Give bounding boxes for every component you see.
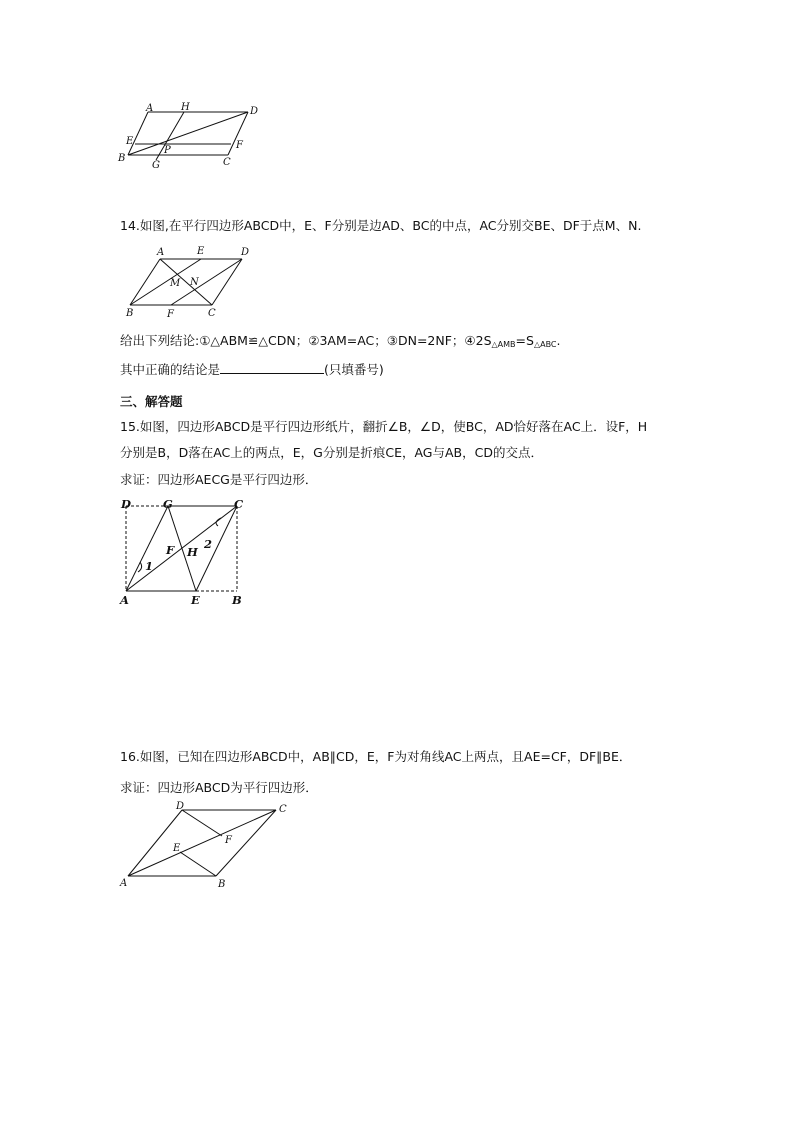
label-f: F xyxy=(166,543,175,557)
label-b: B xyxy=(218,879,226,890)
figure-parallelogram-mn xyxy=(120,242,255,320)
figure-parallelogram-hp xyxy=(118,102,258,172)
label-a: A xyxy=(157,247,165,258)
label-c: C xyxy=(223,157,231,168)
label-d: D xyxy=(176,801,185,812)
label-a: A xyxy=(120,593,129,607)
answer-suffix: (只填番号) xyxy=(324,362,384,377)
question-16-line-2: 求证：四边形ABCD为平行四边形． xyxy=(120,780,318,795)
label-e: E xyxy=(126,136,134,147)
question-16-line-1: 16.如图，已知在四边形ABCD中，AB∥CD，E，F为对角线AC上两点，且AE=CF，DF∥BE． xyxy=(120,749,632,764)
label-f: F xyxy=(236,140,243,151)
label-a: A xyxy=(146,103,154,114)
label-b: B xyxy=(126,308,134,319)
answer-prefix: 其中正确的结论是 xyxy=(120,362,221,377)
label-d: D xyxy=(241,247,250,258)
label-f: F xyxy=(167,309,174,320)
label-f: F xyxy=(225,835,232,846)
question-14-answer-line xyxy=(120,362,384,378)
period: . xyxy=(556,333,561,348)
conclusions-text: 给出下列结论:①△ABM≌△CDN；②3AM=AC；③DN=2NF；④2S xyxy=(120,333,492,348)
subscript-abc: △ABC xyxy=(533,340,557,349)
label-b: B xyxy=(232,593,242,607)
label-c: C xyxy=(208,308,216,319)
label-g: G xyxy=(152,160,160,171)
label-2: 2 xyxy=(204,537,213,551)
label-h: H xyxy=(181,102,190,113)
label-p: P xyxy=(164,145,171,156)
equals-s: =S xyxy=(515,333,534,348)
figure-folded-rectangle xyxy=(118,496,258,611)
question-14-text: 14.如图,在平行四边形ABCD中，E、F分别是边AD、BC的中点，AC分别交BE、DF于点M、N. xyxy=(120,218,642,233)
label-d: D xyxy=(121,497,131,511)
figure-quadrilateral xyxy=(118,798,298,893)
question-15-line-2: 分别是B，D落在AC上的两点，E，G分别是折痕CE，AG与AB，CD的交点． xyxy=(120,445,543,460)
label-d: D xyxy=(250,106,259,117)
label-e: E xyxy=(191,593,200,607)
label-c: C xyxy=(279,804,287,815)
question-15-line-3: 求证：四边形AECG是平行四边形． xyxy=(120,472,318,487)
label-1: 1 xyxy=(145,559,154,573)
label-b: B xyxy=(118,153,126,164)
label-e: E xyxy=(197,246,205,257)
label-h: H xyxy=(187,545,198,559)
label-a: A xyxy=(120,878,128,889)
subscript-amb: △AMB xyxy=(491,340,516,349)
section-title: 三、解答题 xyxy=(120,394,183,409)
label-e: E xyxy=(173,843,181,854)
label-m: M xyxy=(170,278,181,289)
label-n: N xyxy=(190,277,199,288)
label-c: C xyxy=(234,497,244,511)
answer-blank[interactable] xyxy=(220,362,324,374)
question-14-conclusions xyxy=(120,333,561,353)
label-g: G xyxy=(163,497,173,511)
question-15-line-1: 15.如图，四边形ABCD是平行四边形纸片，翻折∠B，∠D，使BC，AD恰好落在AC上．设F，H xyxy=(120,419,648,434)
